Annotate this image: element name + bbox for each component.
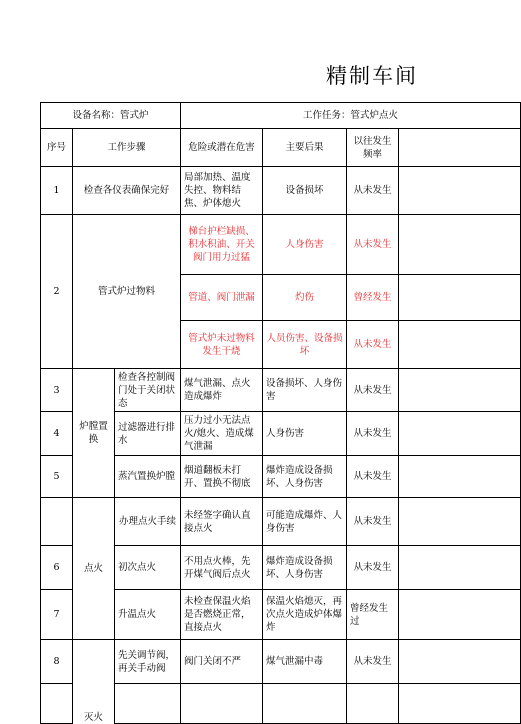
hazard-cell: 烟道翻板未打开、置换不彻底 (181, 456, 263, 498)
frequency-cell: 从未发生 (347, 640, 399, 684)
overflow-cell (399, 275, 521, 321)
hazard-cell (181, 684, 263, 724)
col-header-consequence: 主要后果 (263, 129, 347, 167)
step-cell: 检查各控制阀门处于关闭状态 (115, 369, 181, 412)
consequence-cell (263, 684, 347, 724)
hazard-cell: 管道、阀门泄漏 (181, 275, 263, 321)
overflow-cell (399, 498, 521, 546)
seq-cell (41, 684, 73, 724)
hazard-cell: 不用点火棒，先开煤气阀后点火 (181, 546, 263, 590)
group-cell: 炉膛置换 (73, 369, 115, 498)
consequence-cell: 人身伤害 (263, 215, 347, 275)
consequence-cell: 人身伤害 (263, 412, 347, 456)
hazard-cell: 煤气泄漏、点火造成爆炸 (181, 369, 263, 412)
equipment-name-cell: 设备名称：管式炉 (41, 103, 181, 129)
frequency-cell: 从未发生 (347, 546, 399, 590)
header-row-2 (41, 129, 521, 167)
overflow-cell (399, 456, 521, 498)
overflow-cell (399, 546, 521, 590)
table-row (41, 640, 521, 684)
frequency-cell: 从未发生 (347, 369, 399, 412)
step-cell: 初次点火 (115, 546, 181, 590)
group-cell: 灭火 (73, 640, 115, 724)
step-cell: 蒸汽置换炉膛 (115, 456, 181, 498)
header-row-1 (41, 103, 521, 129)
hazard-cell: 管式炉未过物料发生干烧 (181, 321, 263, 369)
hazard-cell: 未检查保温火焰是否燃烧正常，直接点火 (181, 590, 263, 640)
step-cell: 先关调节阀，再关手动阀 (115, 640, 181, 684)
frequency-cell: 从未发生 (347, 321, 399, 369)
frequency-cell: 曾经发生过 (347, 590, 399, 640)
consequence-cell: 爆炸造成设备损坏、人身伤害 (263, 456, 347, 498)
hazard-cell: 局部加热、温度失控、物料结焦、炉体熄火 (181, 167, 263, 215)
overflow-cell (399, 167, 521, 215)
hazard-cell: 梯台护栏缺损、积水积油、开关阀门用力过猛 (181, 215, 263, 275)
hazard-cell: 未经签字确认直接点火 (181, 498, 263, 546)
consequence-cell: 设备损坏 (263, 167, 347, 215)
table-row (41, 498, 521, 546)
frequency-cell: 从未发生 (347, 498, 399, 546)
page-title: 精制车间 (326, 64, 418, 88)
seq-cell: 7 (41, 590, 73, 640)
table-row (41, 215, 521, 275)
consequence-cell: 可能造成爆炸、人身伤害 (263, 498, 347, 546)
seq-cell (41, 498, 73, 546)
step-cell (115, 684, 181, 724)
consequence-cell: 灼伤 (263, 275, 347, 321)
frequency-cell: 从未发生 (347, 167, 399, 215)
overflow-cell (399, 412, 521, 456)
task-cell: 工作任务：管式炉点火 (181, 103, 521, 129)
step-cell: 过滤器进行排水 (115, 412, 181, 456)
table-row (41, 167, 521, 215)
col-header-seq: 序号 (41, 129, 73, 167)
group-cell: 点火 (73, 498, 115, 640)
seq-cell: 5 (41, 456, 73, 498)
consequence-cell: 设备损坏、人身伤害 (263, 369, 347, 412)
overflow-cell (399, 684, 521, 724)
frequency-cell: 从未发生 (347, 456, 399, 498)
step-cell: 升温点火 (115, 590, 181, 640)
col-header-steps: 工作步骤 (73, 129, 181, 167)
seq-cell: 8 (41, 640, 73, 684)
overflow-cell (399, 590, 521, 640)
overflow-cell (399, 129, 521, 167)
step-cell: 办理点火手续 (115, 498, 181, 546)
consequence-cell: 人员伤害、设备损坏 (263, 321, 347, 369)
step-cell: 检查各仪表确保完好 (73, 167, 181, 215)
overflow-cell (399, 321, 521, 369)
frequency-cell: 曾经发生 (347, 275, 399, 321)
seq-cell: 3 (41, 369, 73, 412)
step-cell: 管式炉过物料 (73, 215, 181, 369)
overflow-cell (399, 640, 521, 684)
seq-cell: 6 (41, 546, 73, 590)
hazard-cell: 压力过小无法点火/熄火、造成煤气泄漏 (181, 412, 263, 456)
seq-cell: 4 (41, 412, 73, 456)
consequence-cell: 爆炸造成设备损坏、人身伤害 (263, 546, 347, 590)
table-row (41, 369, 521, 412)
frequency-cell: 从未发生 (347, 412, 399, 456)
seq-cell: 1 (41, 167, 73, 215)
consequence-cell: 煤气泄漏中毒 (263, 640, 347, 684)
risk-table (40, 102, 521, 724)
overflow-cell (399, 215, 521, 275)
overflow-cell (399, 369, 521, 412)
seq-cell: 2 (41, 215, 73, 369)
col-header-frequency: 以往发生频率 (347, 129, 399, 167)
hazard-cell: 阀门关闭不严 (181, 640, 263, 684)
frequency-cell: 从未发生 (347, 215, 399, 275)
consequence-cell: 保温火焰熄灭，再次点火造成炉体爆炸 (263, 590, 347, 640)
frequency-cell (347, 684, 399, 724)
col-header-hazard: 危险或潜在危害 (181, 129, 263, 167)
